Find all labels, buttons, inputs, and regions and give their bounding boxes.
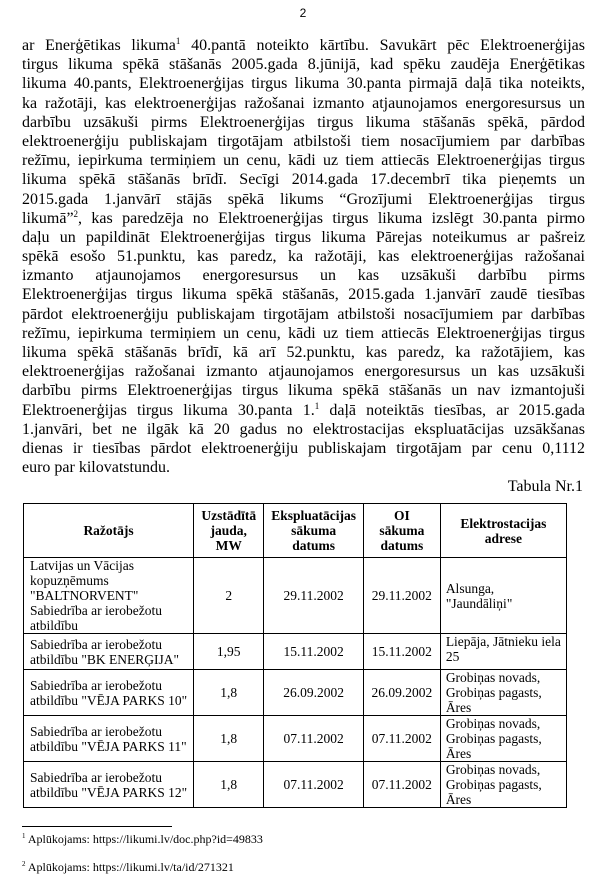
- oi-start-cell: 26.09.2002: [363, 670, 440, 716]
- column-header: [24, 504, 194, 558]
- paragraph-line: [22, 439, 585, 458]
- table-row: [24, 558, 567, 634]
- line-text: pārdot elektroenerģiju publiskajam tirgotājam atbilstoši nosacījumiem par darbības: [22, 305, 585, 323]
- producer-cell: [24, 762, 194, 808]
- oi-start-cell: 07.11.2002: [363, 716, 440, 762]
- footnote-reference: 1: [175, 36, 181, 46]
- header-text: datums: [292, 538, 335, 553]
- producer-cell-text: Sabiedrība ar ierobežotu: [30, 677, 162, 693]
- paragraph-line: [22, 170, 585, 189]
- table-caption: Tabula Nr.1: [507, 478, 583, 495]
- table-row: [24, 670, 567, 716]
- header-text: Ražotājs: [83, 523, 134, 538]
- line-text: daļu un papildināt Elektroenerģijas tirgus likuma Pārejas noteikumus ar pašreiz: [22, 228, 585, 246]
- capacity-cell: 2: [194, 558, 264, 634]
- header-text: sākuma: [379, 523, 425, 538]
- paragraph-line: [22, 324, 585, 343]
- paragraph-line: [22, 343, 585, 362]
- line-text: darbību uzsākuši pirms Elektroenerģijas tirgus likuma stāšanās spēkā, pārdod: [22, 113, 585, 131]
- table-row: [24, 762, 567, 808]
- capacity-cell: 1,8: [194, 762, 264, 808]
- paragraph-line: [22, 228, 585, 247]
- line-text: režīmu, iepirkuma termiņiem un cenu, kādi uz tiem attiecās Elektroenerģijas tirgus: [22, 324, 585, 342]
- paragraph-line: [22, 247, 585, 266]
- operation-start-cell: 29.11.2002: [264, 558, 363, 634]
- footnote-mark: 1: [22, 832, 26, 840]
- table-header-row: [24, 504, 567, 558]
- paragraph-line: [22, 285, 585, 304]
- header-text: sākuma: [291, 523, 337, 538]
- address-cell-text: Āres: [445, 746, 472, 761]
- producer-cell-text: atbildību: [30, 618, 78, 633]
- producer-cell: [24, 558, 194, 634]
- producer-cell: [24, 716, 194, 762]
- paragraph-line: [22, 94, 585, 113]
- capacity-cell: 1,8: [194, 670, 264, 716]
- line-text: elektroenerģijas ražošanai izmanto atjaunojamos energoresursus un kas uzsākuši: [22, 363, 585, 381]
- operation-start-cell: 15.11.2002: [264, 634, 363, 670]
- operation-start-cell: 07.11.2002: [264, 716, 363, 762]
- producer-cell-text: atbildību "VĒJA PARKS 10": [30, 692, 188, 708]
- paragraph-line: [22, 362, 585, 381]
- footnote-mark: 2: [22, 860, 26, 868]
- header-text: Ekspluatācijas: [271, 508, 356, 523]
- producer-cell: [24, 670, 194, 716]
- producer-cell-text: "BALTNORVENT": [30, 588, 139, 603]
- column-header: [264, 504, 363, 558]
- paragraph-line: [22, 55, 585, 74]
- paragraph-line: [22, 36, 585, 55]
- line-text: režīmu, iepirkuma termiņiem un cenu, kādi uz tiem attiecās Elektroenerģijas tirgus: [22, 152, 585, 170]
- line-text: euro par kilovatstundu.: [22, 459, 170, 477]
- address-cell-text: Liepāja, Jātnieku iela: [445, 634, 561, 649]
- producer-cell-text: kopuzņēmums: [30, 573, 109, 588]
- paragraph-line: [22, 458, 585, 477]
- producer-cell-text: atbildību "VĒJA PARKS 11": [30, 738, 187, 754]
- paragraph-line: [22, 401, 585, 420]
- oi-start-cell: 15.11.2002: [363, 634, 440, 670]
- address-cell: [440, 762, 566, 808]
- line-text: ar Enerģētikas likuma: [22, 37, 176, 54]
- footnote-2: [22, 860, 234, 875]
- line-text: likumā”: [22, 209, 74, 227]
- address-cell: [440, 558, 566, 634]
- header-text: MW: [215, 538, 242, 553]
- header-text: datums: [380, 538, 424, 553]
- header-text: adrese: [484, 530, 523, 546]
- producers-table: [23, 503, 567, 808]
- footnote-divider: [22, 826, 172, 827]
- line-text: daļā noteiktās tiesības, ar 2015.gada: [319, 401, 585, 419]
- line-text: elektroenerģiju publiskajam tirgotājam atbilstoši tiem nosacījumiem par darbības: [22, 132, 585, 150]
- producer-cell-text: Sabiedrība ar ierobežotu: [30, 769, 162, 785]
- line-text: spēkā esošo 51.punktu, kas paredz, ka ražotāji, kas elektroenerģijas ražošanai: [22, 248, 585, 266]
- address-cell-text: Āres: [445, 700, 472, 715]
- line-text: likuma spēkā stāšanās brīdī. Secīgi 2014.gada 17.decembrī tika pieņemts un: [22, 171, 585, 189]
- line-text: dienas ir tiesības pārdot elektroenerģiju publiskajam tirgotājam par cenu 0,1112: [22, 439, 585, 457]
- producer-cell-text: Sabiedrība ar ierobežotu: [30, 723, 162, 739]
- address-cell-text: Grobiņas novads,: [445, 762, 541, 777]
- line-text: ka ražotāji, kas elektroenerģijas ražošanai izmanto atjaunojamos energoresursus un: [22, 94, 585, 112]
- footnote-text: Aplūkojams: https://likumi.lv/doc.php?id=49833: [25, 832, 263, 846]
- header-text: Uzstādītā: [201, 508, 257, 523]
- paragraph-line: [22, 381, 585, 400]
- producer-cell-text: Latvijas un Vācijas: [30, 558, 134, 573]
- line-text: likuma 40.pants, Elektroenerģijas tirgus likuma 30.panta pirmajā daļā tika noteikts,: [22, 75, 585, 93]
- paragraph-line: [22, 74, 585, 93]
- line-text: 2015.gada 1.janvārī stājās spēkā likums “Grozījumi Elektroenerģijas tirgus: [22, 190, 585, 208]
- paragraph-line: [22, 305, 585, 324]
- paragraph-line: [22, 190, 585, 209]
- paragraph-line: [22, 132, 585, 151]
- line-text: 40.pantā noteikto kārtību. Savukārt pēc Elektroenerģijas: [180, 37, 586, 54]
- producer-cell-text: atbildību "VĒJA PARKS 12": [30, 784, 188, 800]
- column-header: [440, 504, 566, 558]
- footnote-1: [22, 832, 263, 847]
- address-cell: [440, 634, 566, 670]
- paragraph-line: [22, 113, 585, 132]
- paragraph-line: [22, 209, 585, 228]
- address-cell-text: Āres: [445, 792, 472, 807]
- column-header: [194, 504, 264, 558]
- producer-cell: [24, 634, 194, 670]
- header-text: OI: [393, 508, 410, 523]
- column-header: [363, 504, 440, 558]
- line-text: 1.janvāri, bet ne ilgāk kā 20 gadus no elektrostacijas ekspluatācijas uzsākšanas: [22, 420, 585, 438]
- operation-start-cell: 07.11.2002: [264, 762, 363, 808]
- address-cell-text: Grobiņas novads,: [445, 670, 541, 685]
- footnote-reference: 2: [73, 208, 79, 219]
- paragraph-line: [22, 266, 585, 285]
- line-text: , kas paredzēja no Elektroenerģijas tirgus likuma izslēgt 30.panta pirmo: [78, 209, 585, 227]
- line-text: izmanto atjaunojamos energoresursus un kas uzsākuši darbību pirms: [22, 267, 585, 285]
- address-cell-text: Grobiņas pagasts,: [445, 731, 542, 746]
- address-cell-text: Alsunga, "Jaundāliņi": [445, 580, 513, 611]
- body-paragraph: [22, 36, 585, 477]
- capacity-cell: 1,95: [194, 634, 264, 670]
- table-row: [24, 716, 567, 762]
- page-number: 2: [299, 6, 307, 20]
- line-text: tirgus likuma spēkā stāšanās 2005.gada 8.jūnijā, kad spēku zaudēja Enerģētikas: [22, 56, 585, 74]
- line-text: likuma spēkā stāšanās brīdī, kā arī 52.punktu, kas paredz, ka ražotājiem, kas: [22, 344, 585, 361]
- table-row: [24, 634, 567, 670]
- capacity-cell: 1,8: [194, 716, 264, 762]
- address-cell-text: 25: [445, 649, 460, 664]
- paragraph-line: [22, 151, 585, 170]
- address-cell-text: Grobiņas pagasts,: [445, 777, 542, 792]
- address-cell: [440, 716, 566, 762]
- line-text: Elektroenerģijas tirgus likuma spēkā stāšanās, 2015.gada 1.janvārī zaudē tiesības: [22, 286, 585, 304]
- producer-cell-text: Sabiedrība ar ierobežotu: [30, 603, 162, 618]
- oi-start-cell: 29.11.2002: [363, 558, 440, 634]
- line-text: darbību pirms Elektroenerģijas tirgus likuma spēkā stāšanās un nav izmantojuši: [22, 382, 585, 400]
- oi-start-cell: 07.11.2002: [363, 762, 440, 808]
- operation-start-cell: 26.09.2002: [264, 670, 363, 716]
- address-cell-text: Grobiņas novads,: [445, 716, 541, 731]
- header-text: jauda,: [210, 523, 247, 538]
- line-text: Elektroenerģijas tirgus likuma 30.panta 1.: [22, 401, 315, 419]
- address-cell: [440, 670, 566, 716]
- address-cell-text: Grobiņas pagasts,: [445, 685, 542, 700]
- producer-cell-text: atbildību "BK ENERĢIJA": [30, 651, 180, 667]
- paragraph-line: [22, 420, 585, 439]
- producer-cell-text: Sabiedrība ar ierobežotu: [30, 636, 162, 652]
- footnote-text: Aplūkojams: https://likumi.lv/ta/id/271321: [25, 860, 234, 874]
- header-text: Elektrostacijas: [460, 515, 547, 531]
- footnote-reference: 1: [314, 400, 320, 411]
